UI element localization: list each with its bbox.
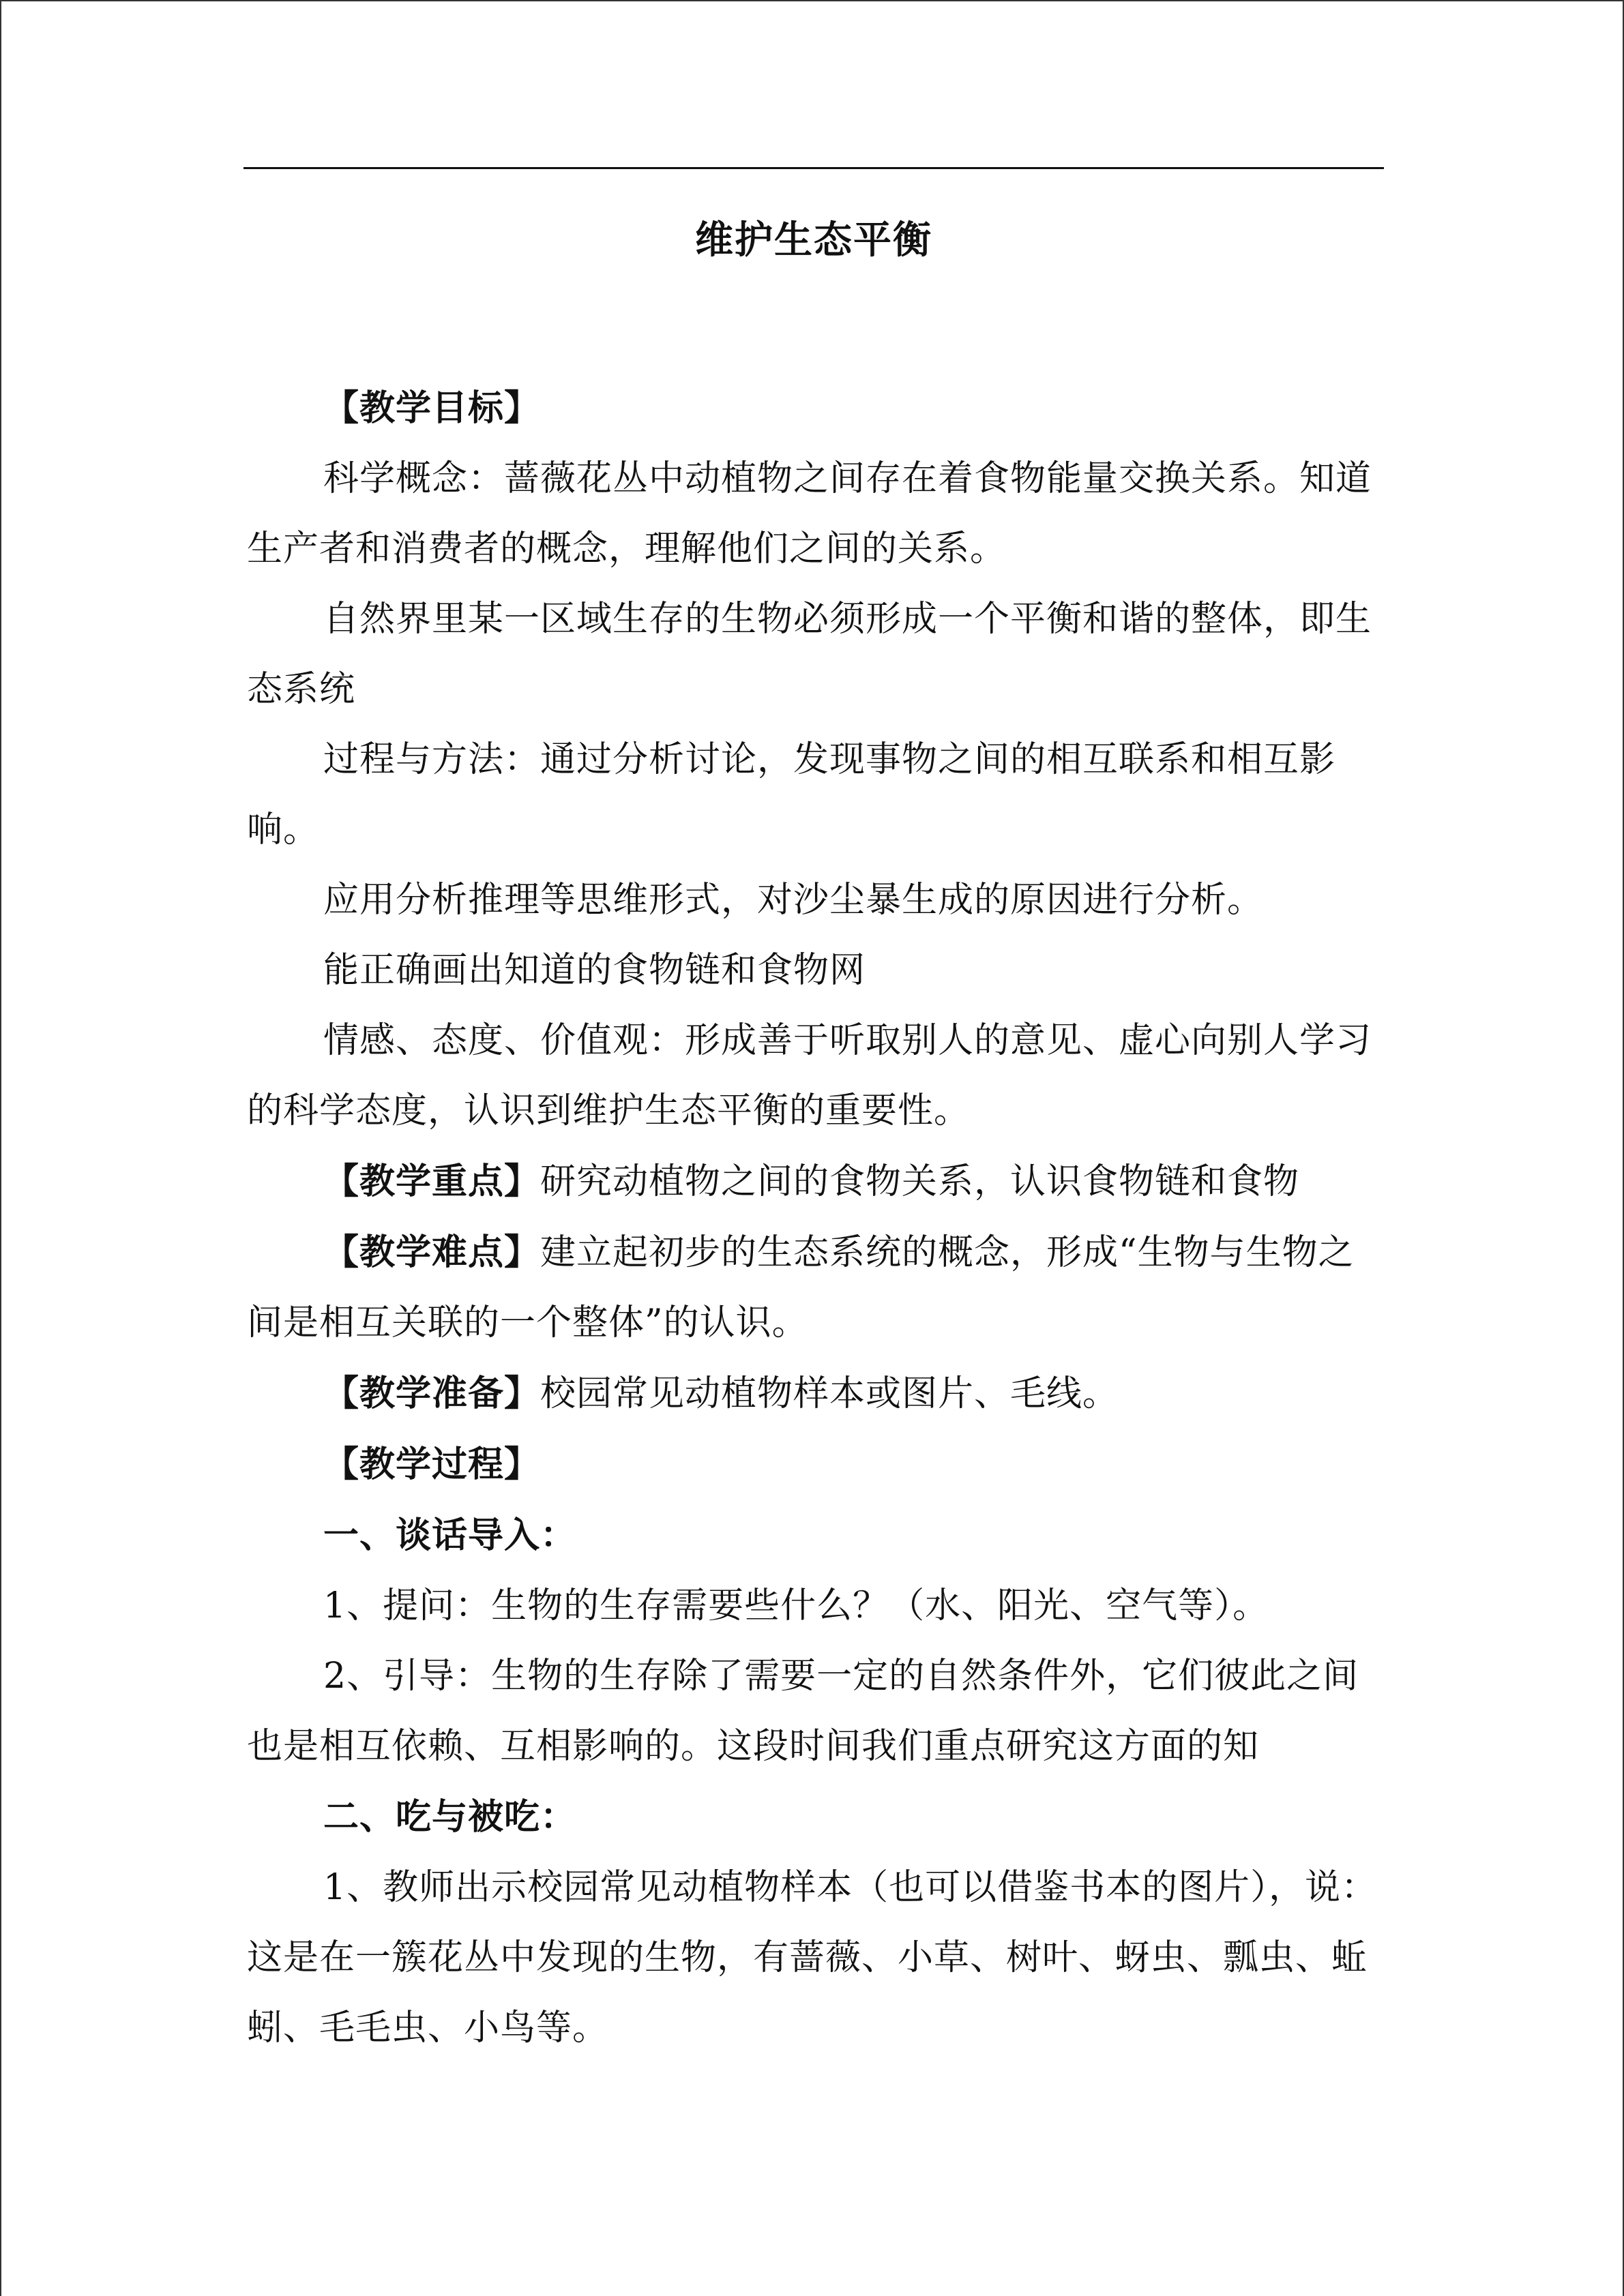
paragraph-step-two-heading (247, 1782, 1379, 1853)
paragraph-text: 校园常见动植物样本或图片、毛线。 (540, 1373, 1119, 1414)
paragraph-text: 应用分析推理等思维形式，对沙尘暴生成的原因进行分析。 (323, 880, 1264, 921)
section-heading: 【教学过程】 (323, 1444, 541, 1485)
paragraph (247, 444, 1379, 584)
paragraph-text: 过程与方法：通过分析讨论，发现事物之间的相互联系和相互影响。 (247, 739, 1336, 850)
paragraph-process-heading (247, 1429, 1379, 1500)
paragraph (247, 865, 1379, 936)
paragraph (247, 1853, 1379, 2063)
header-rule (243, 167, 1384, 169)
paragraph-difficulties (247, 1217, 1379, 1358)
document-body (247, 373, 1379, 2063)
section-heading: 【教学目标】 (323, 387, 541, 429)
paragraph (247, 1006, 1379, 1146)
paragraph-text: 科学概念：蔷薇花丛中动植物之间存在着食物能量交换关系。知道生产者和消费者的概念，理解他们之间的关系。 (247, 458, 1372, 569)
paragraph (247, 936, 1379, 1006)
paragraph-key-points (247, 1146, 1379, 1217)
paragraph-text: 建立起初步的生态系统的概念，形成“生物与生物之间是相互关联的一个整体”的认识。 (247, 1232, 1355, 1343)
section-heading: 一、谈话导入： (323, 1515, 577, 1556)
inline-heading: 【教学重点】 (323, 1161, 541, 1202)
paragraph-objectives-heading (247, 373, 1379, 444)
document-title: 维护生态平衡 (695, 218, 932, 263)
paragraph (247, 1641, 1379, 1782)
inline-heading: 【教学难点】 (323, 1232, 541, 1273)
inline-heading: 【教学准备】 (323, 1373, 541, 1414)
paragraph-preparation (247, 1358, 1379, 1429)
paragraph-text: 1、提问：生物的生存需要些什么？（水、阳光、空气等）。 (323, 1585, 1269, 1626)
paragraph-text: 2、引导：生物的生存除了需要一定的自然条件外，它们彼此之间也是相互依赖、互相影响的。这段时间我们重点研究这方面的知 (247, 1656, 1359, 1767)
paragraph (247, 725, 1379, 865)
paragraph (247, 584, 1379, 725)
paragraph-text: 情感、态度、价值观：形成善于听取别人的意见、虚心向别人学习的科学态度，认识到维护生态平衡的重要性。 (247, 1020, 1372, 1131)
section-heading: 二、吃与被吃： (323, 1796, 577, 1838)
paragraph-text: 能正确画出知道的食物链和食物网 (323, 950, 866, 991)
paragraph (247, 1571, 1379, 1641)
paragraph-text: 1、教师出示校园常见动植物样本（也可以借鉴书本的图片），说：这是在一簇花丛中发现的生物，有蔷薇、小草、树叶、蚜虫、瓢虫、蚯蚓、毛毛虫、小鸟等。 (247, 1867, 1378, 2048)
paragraph-step-one-heading (247, 1500, 1379, 1571)
paragraph-text: 研究动植物之间的食物关系，认识食物链和食物 (540, 1161, 1300, 1202)
paragraph-text: 自然界里某一区域生存的生物必须形成一个平衡和谐的整体，即生态系统 (247, 599, 1372, 710)
